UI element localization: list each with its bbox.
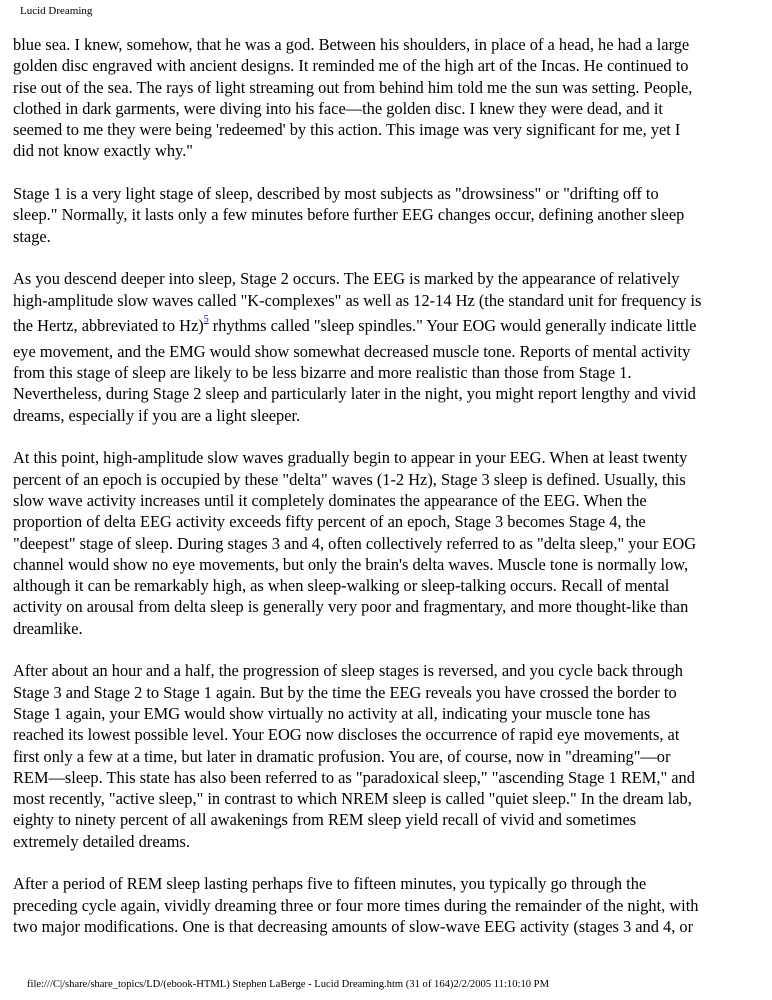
text-line: "deepest" stage of sleep. During stages 3 and 4, often collectively referred to as "delta sleep," your EOG — [13, 533, 697, 553]
text-segment: rhythms called "sleep spindles." Your EOG would generally indicate little — [208, 315, 697, 335]
text-line: high-amplitude slow waves called "K-complexes" as well as 12-14 Hz (the standard unit for frequency is — [13, 290, 702, 310]
text-line: sleep." Normally, it lasts only a few minutes before further EEG changes occur, defining another sleep — [13, 205, 685, 225]
text-line: preceding cycle again, vividly dreaming three or four more times during the remainder of the night, with — [13, 895, 699, 915]
text-line: from this stage of sleep are likely to be less bizarre and more realistic than those from Stage 1. — [13, 363, 632, 383]
text-line: reached its lowest possible level. Your EOG now discloses the occurrence of rapid eye movements, at — [13, 725, 680, 745]
text-line: eighty to ninety percent of all awakenings from REM sleep yield recall of vivid and sometimes — [13, 810, 637, 830]
text-line: clothed in dark garments, were diving into his face—the golden disc. I knew they were dead, and it — [13, 98, 663, 118]
footnote-link[interactable]: 5 — [203, 313, 209, 325]
text-line: first only a few at a time, but later in dramatic profusion. You are, of course, now in "dreaming"—or — [13, 746, 671, 766]
text-line: Nevertheless, during Stage 2 sleep and particularly later in the night, you might report lengthy and vivid — [13, 384, 696, 404]
text-line: At this point, high-amplitude slow waves gradually begin to appear in your EEG. When at least twenty — [13, 448, 688, 468]
page-footer-path: file:///C|/share/share_topics/LD/(ebook-HTML) Stephen LaBerge - Lucid Dreaming.htm (31 of 164)2/2/2005 11:10:10 PM — [27, 979, 549, 990]
text-line: most recently, "active sleep," in contrast to which NREM sleep is called "quiet sleep." In the dream lab, — [13, 789, 692, 809]
text-line: although it can be remarkably high, as when sleep-walking or sleep-talking occurs. Recall of mental — [13, 576, 670, 596]
text-line: activity on arousal from delta sleep is generally very poor and fragmentary, and more thought-like than — [13, 597, 689, 617]
text-line: two major modifications. One is that decreasing amounts of slow-wave EEG activity (stages 3 and 4, or — [13, 916, 694, 936]
text-line: channel would show no eye movements, but only the brain's delta waves. Muscle tone is normally low, — [13, 554, 689, 574]
text-line: golden disc engraved with ancient designs. It reminded me of the high art of the Incas. He continued to — [13, 56, 689, 76]
text-line: Stage 1 again, your EMG would show virtually no activity at all, indicating your muscle tone has — [13, 703, 651, 723]
text-line: Stage 1 is a very light stage of sleep, described by most subjects as "drowsiness" or "drifting off to — [13, 184, 659, 204]
page-header-title: Lucid Dreaming — [20, 5, 93, 17]
document-body — [13, 34, 765, 958]
paragraph-stage-1 — [13, 183, 765, 247]
text-line: REM—sleep. This state has also been referred to as "paradoxical sleep," "ascending Stage 1 REM," and — [13, 767, 695, 787]
text-segment: the Hertz, abbreviated to Hz) — [13, 315, 204, 335]
text-line: seemed to me they were being 'redeemed' by this action. This image was very significant for me, yet I — [13, 120, 681, 140]
text-line: rise out of the sea. The rays of light streaming out from behind him told me the sun was setting. People, — [13, 77, 693, 97]
text-line: Stage 3 and Stage 2 to Stage 1 again. But by the time the EEG reveals you have crossed the border to — [13, 682, 677, 702]
text-line: dreams, especially if you are a light sleeper. — [13, 405, 301, 425]
text-line: dreamlike. — [13, 618, 83, 638]
text-line: slow wave activity increases until it completely dominates the appearance of the EEG. When the — [13, 490, 647, 510]
paragraph-delta-sleep — [13, 447, 765, 639]
paragraph-sleep-cycle — [13, 873, 765, 937]
text-line-with-footnote — [13, 311, 765, 341]
text-line: extremely detailed dreams. — [13, 831, 191, 851]
text-line: blue sea. I knew, somehow, that he was a god. Between his shoulders, in place of a head, he had a large — [13, 35, 690, 54]
paragraph-stage-2 — [13, 268, 765, 426]
text-line: percent of an epoch is occupied by these "delta" waves (1-2 Hz), Stage 3 sleep is defined. Usually, this — [13, 469, 686, 489]
text-line: As you descend deeper into sleep, Stage 2 occurs. The EEG is marked by the appearance of relatively — [13, 269, 680, 289]
text-line: eye movement, and the EMG would show somewhat decreased muscle tone. Reports of mental activity — [13, 341, 691, 361]
text-line: stage. — [13, 226, 51, 246]
paragraph-dream-account — [13, 34, 765, 162]
text-line: After a period of REM sleep lasting perhaps five to fifteen minutes, you typically go through the — [13, 874, 647, 894]
paragraph-rem-sleep — [13, 660, 765, 852]
text-line: After about an hour and a half, the progression of sleep stages is reversed, and you cycle back through — [13, 661, 683, 681]
text-line: proportion of delta EEG activity exceeds fifty percent of an epoch, Stage 3 becomes Stage 4, the — [13, 512, 646, 532]
text-line: did not know exactly why." — [13, 141, 193, 161]
